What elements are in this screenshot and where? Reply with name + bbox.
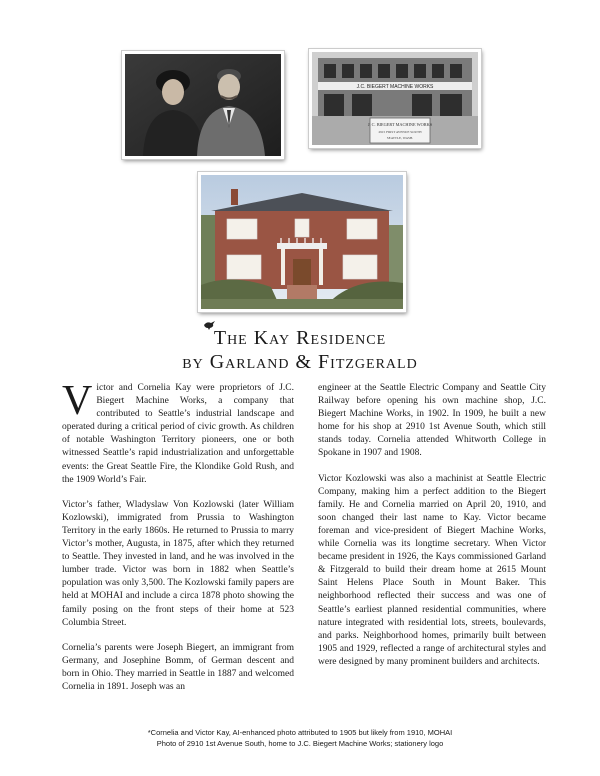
house-photo	[198, 172, 406, 312]
drop-cap: V	[62, 378, 93, 424]
photo-caption-2: Photo of 2910 1st Avenue South, home to J.C. Biegert Machine Works; stationery logo	[156, 739, 444, 748]
machine-works-photo	[309, 49, 481, 148]
paragraph	[62, 378, 294, 487]
paragraph-text: ictor and Cornelia Kay were proprietors of J.C. Biegert Machine Works, a company that contributed to Seattle’s industrial landscape and operated during a critical period of civic growth. As children of notable Washington Territory pioneers, one or both witnessed Seattle’s rapid industrialization and unforgettable events: the Great Seattle Fire, the Klondike Gold Rush, and the 1909 World’s Fair.	[62, 383, 294, 485]
paragraph: engineer at the Seattle Electric Company and Seattle City Railway before opening his own machine shop, J.C. Biegert Machine Works, in 1902. In 1909, he built a new home for his shop at 2910 1st Avenue South, which still stands today. Cornelia attended Whitworth College in Spokane in 1907 and 1908.	[318, 383, 546, 459]
paragraph: Victor’s father, Wladyslaw Von Kozlowski (later William Kozlowski), immigrated from Prussia to Washington Territory in the early 1860s. He returned to Prussia to marry Victor’s mother, Augusta, in 1875, after which they returned to Seattle. They invested in land, and he was involved in the lumber trade. Victor was born in 1882 when Seattle’s population was only 3,500. The Kozlowski family papers are held at MOHAI and include a circa 1878 photo showing the family posing on the front steps of their home at 523 Columbia Street.	[62, 499, 294, 628]
sign-line-1: J. C. BIEGERT MACHINE WORKS	[367, 122, 433, 127]
building-banner-text: J.C. BIEGERT MACHINE WORKS	[356, 84, 434, 90]
paragraph: Victor Kozlowski was also a machinist at Seattle Electric Company, making him a perfect addition to the Biegert family. He and Cornelia married on April 20, 1910, and soon changed their last name to Kay. Victor became foreman and vice-president of Biegert Machine Works, while Cornelia was its longtime secretary. When Victor became president in 1926, the Kays commissioned Garland & Fitzgerald to build their dream home at 2615 Mount Saint Helens Place South in Mount Baker. This neighborhood reflected their success and was one of Seattle’s earliest planned residential communities, where nature integrated with residential lots, streets, boulevards, and parks. Neighborhood homes, primarily built between 1905 and 1929, reflected a range of architectural styles and were designed by many prominent builders and architects.	[318, 473, 546, 667]
left-column	[62, 378, 294, 706]
portrait-photo	[122, 51, 284, 159]
paragraph: Cornelia’s parents were Joseph Biegert, an immigrant from Germany, and Josephine Bomm, of German descent and born in Ohio. They married in Seattle in 1887 and welcomed Cornelia in 1891. Joseph was an	[62, 642, 294, 692]
page-title: The Kay Residence	[213, 327, 387, 349]
page-subtitle: by Garland & Fitzgerald	[182, 351, 418, 373]
photo-caption-1: *Cornelia and Victor Kay, AI-enhanced photo attributed to 1905 but likely from 1910, MOHAI	[147, 728, 453, 737]
right-column	[318, 382, 546, 681]
sign-line-2: 2915 FIRST AVENUE SOUTH	[378, 130, 422, 134]
sign-line-3: SEATTLE, WASH.	[386, 136, 414, 140]
